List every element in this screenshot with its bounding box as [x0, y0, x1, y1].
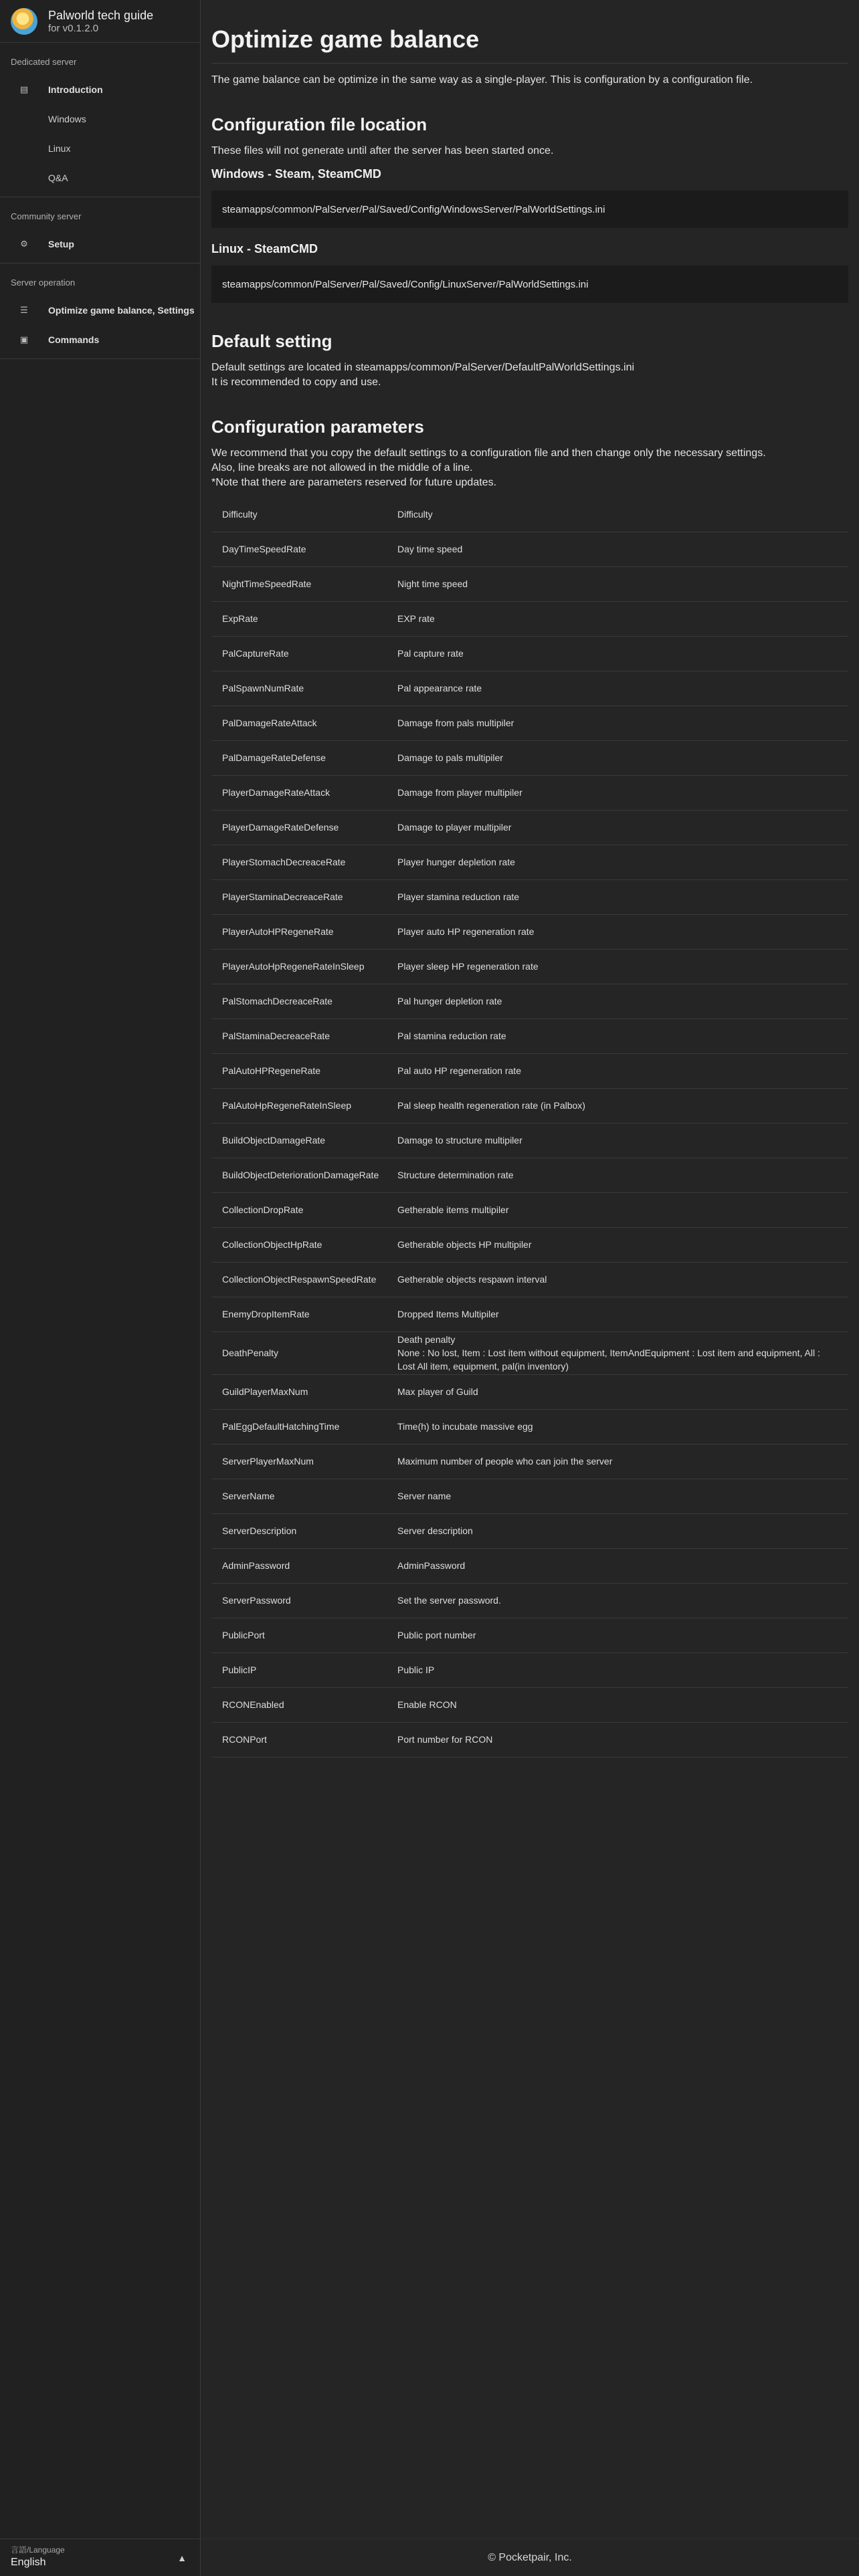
table-row: [211, 1722, 848, 1757]
nav-section: [0, 263, 200, 359]
sidebar-item-label: Q&A: [48, 173, 68, 183]
params-line-2: Also, line breaks are not allowed in the middle of a line.: [211, 462, 473, 473]
sidebar-item-q-a[interactable]: [0, 163, 200, 193]
param-description: Public IP: [397, 1652, 848, 1687]
location-heading: Configuration file location: [211, 114, 427, 134]
sidebar-item-setup[interactable]: [0, 229, 200, 259]
param-key: PalDamageRateAttack: [211, 706, 397, 740]
param-description: Pal hunger depletion rate: [397, 984, 848, 1018]
gear-icon: ⚙: [20, 239, 28, 249]
sidebar-item-label: Windows: [48, 114, 86, 124]
location-note: These files will not generate until after the server has been started once.: [211, 145, 554, 156]
table-row: [211, 775, 848, 810]
param-key: Difficulty: [211, 497, 397, 532]
table-row: [211, 1088, 848, 1123]
param-description: Day time speed: [397, 532, 848, 566]
param-description: Server name: [397, 1479, 848, 1513]
param-key: PlayerDamageRateAttack: [211, 775, 397, 810]
param-key: CollectionObjectHpRate: [211, 1227, 397, 1262]
param-key: PlayerDamageRateDefense: [211, 810, 397, 845]
chevron-up-icon: ▲: [177, 2553, 187, 2563]
table-row: [211, 1583, 848, 1618]
param-key: PalStomachDecreaceRate: [211, 984, 397, 1018]
param-key: RCONPort: [211, 1722, 397, 1757]
param-description: Damage to structure multipiler: [397, 1123, 848, 1158]
default-line-2: It is recommended to copy and use.: [211, 377, 381, 388]
param-description: Difficulty: [397, 497, 848, 532]
param-description: Pal sleep health regeneration rate (in Palbox): [397, 1088, 848, 1123]
sidebar-item-introduction[interactable]: [0, 75, 200, 104]
param-key: ServerName: [211, 1479, 397, 1513]
param-description: Pal capture rate: [397, 636, 848, 671]
param-description: Damage from pals multipiler: [397, 706, 848, 740]
param-key: ServerPlayerMaxNum: [211, 1444, 397, 1479]
windows-heading: Windows - Steam, SteamCMD: [211, 167, 381, 181]
param-description: Damage to pals multipiler: [397, 740, 848, 775]
param-key: PalSpawnNumRate: [211, 671, 397, 706]
param-key: PalCaptureRate: [211, 636, 397, 671]
params-heading: Configuration parameters: [211, 417, 424, 437]
param-key: PlayerStaminaDecreaceRate: [211, 879, 397, 914]
param-description: Player auto HP regeneration rate: [397, 914, 848, 949]
param-description: Dropped Items Multipiler: [397, 1297, 848, 1331]
param-key: CollectionObjectRespawnSpeedRate: [211, 1262, 397, 1297]
table-row: [211, 1297, 848, 1331]
table-row: [211, 1123, 848, 1158]
table-row: [211, 497, 848, 532]
table-row: [211, 532, 848, 566]
param-key: BuildObjectDeteriorationDamageRate: [211, 1158, 397, 1192]
param-key: PlayerStomachDecreaceRate: [211, 845, 397, 879]
param-description: Enable RCON: [397, 1687, 848, 1722]
param-key: DayTimeSpeedRate: [211, 532, 397, 566]
param-key: DeathPenalty: [211, 1331, 397, 1374]
table-row: [211, 1548, 848, 1583]
terminal-icon: ▣: [19, 334, 29, 344]
param-key: NightTimeSpeedRate: [211, 566, 397, 601]
table-row: [211, 914, 848, 949]
table-row: [211, 1687, 848, 1722]
table-row: [211, 601, 848, 636]
nav-section-header: Server operation: [11, 277, 76, 288]
table-row: [211, 1618, 848, 1652]
param-description: Death penalty None : No lost, Item : Lost item without equipment, ItemAndEquipment : Lost item and equipment, All : Lost All item, equipment, pal(in inventory): [397, 1331, 848, 1374]
param-description: Player sleep HP regeneration rate: [397, 949, 848, 984]
table-row: [211, 1409, 848, 1444]
table-row: [211, 636, 848, 671]
param-description: Night time speed: [397, 566, 848, 601]
sidebar-item-label: Introduction: [48, 84, 103, 95]
table-row: [211, 740, 848, 775]
table-row: [211, 845, 848, 879]
intro-text: The game balance can be optimize in the same way as a single-player. This is configuration by a configuration file.: [211, 74, 753, 86]
table-row: [211, 566, 848, 601]
param-key: EnemyDropItemRate: [211, 1297, 397, 1331]
table-row: [211, 810, 848, 845]
param-key: ExpRate: [211, 601, 397, 636]
table-row: [211, 984, 848, 1018]
param-key: AdminPassword: [211, 1548, 397, 1583]
linux-path-code[interactable]: steamapps/common/PalServer/Pal/Saved/Config/LinuxServer/PalWorldSettings.ini: [211, 265, 848, 303]
param-description: Player stamina reduction rate: [397, 879, 848, 914]
param-key: PublicPort: [211, 1618, 397, 1652]
table-row: [211, 1192, 848, 1227]
param-key: BuildObjectDamageRate: [211, 1123, 397, 1158]
param-description: Maximum number of people who can join the server: [397, 1444, 848, 1479]
table-row: [211, 1331, 848, 1374]
param-description: Port number for RCON: [397, 1722, 848, 1757]
sidebar-item-windows[interactable]: [0, 104, 200, 134]
sidebar-item-label: Linux: [48, 143, 71, 154]
table-row: [211, 949, 848, 984]
param-key: PalAutoHpRegeneRateInSleep: [211, 1088, 397, 1123]
language-caption: 言語/Language: [11, 2545, 65, 2555]
default-line-1: Default settings are located in steamapps/common/PalServer/DefaultPalWorldSettings.ini: [211, 362, 635, 373]
book-icon: ▤: [19, 84, 29, 94]
nav-section-header: Dedicated server: [11, 56, 77, 67]
param-key: ServerDescription: [211, 1513, 397, 1548]
sidebar-item-label: Optimize game balance, Settings: [48, 305, 195, 316]
param-key: GuildPlayerMaxNum: [211, 1374, 397, 1409]
table-row: [211, 671, 848, 706]
windows-path-code[interactable]: steamapps/common/PalServer/Pal/Saved/Config/WindowsServer/PalWorldSettings.ini: [211, 191, 848, 228]
param-description: Pal appearance rate: [397, 671, 848, 706]
params-table: [211, 497, 848, 1757]
main-content: [211, 0, 848, 1757]
table-row: [211, 1652, 848, 1687]
param-description: Public port number: [397, 1618, 848, 1652]
table-row: [211, 1158, 848, 1192]
table-row: [211, 1053, 848, 1088]
param-key: PlayerAutoHPRegeneRate: [211, 914, 397, 949]
brand-title: Palworld tech guide: [48, 8, 154, 22]
param-description: Time(h) to incubate massive egg: [397, 1409, 848, 1444]
default-heading: Default setting: [211, 331, 332, 351]
language-selector[interactable]: [0, 2539, 200, 2576]
param-description: Damage from player multipiler: [397, 775, 848, 810]
param-key: CollectionDropRate: [211, 1192, 397, 1227]
brand-version: for v0.1.2.0: [48, 22, 99, 34]
palworld-logo: [11, 8, 37, 35]
param-description: Pal stamina reduction rate: [397, 1018, 848, 1053]
param-key: ServerPassword: [211, 1583, 397, 1618]
param-description: Getherable objects HP multipiler: [397, 1227, 848, 1262]
params-line-1: We recommend that you copy the default settings to a configuration file and then change only the necessary settings.: [211, 447, 766, 459]
sliders-icon: ☰: [20, 305, 28, 315]
page-title: Optimize game balance: [211, 0, 848, 64]
table-row: [211, 1018, 848, 1053]
param-description: AdminPassword: [397, 1548, 848, 1583]
param-key: PlayerAutoHpRegeneRateInSleep: [211, 949, 397, 984]
linux-heading: Linux - SteamCMD: [211, 242, 318, 255]
param-description: Set the server password.: [397, 1583, 848, 1618]
param-key: PalDamageRateDefense: [211, 740, 397, 775]
language-value: English: [11, 2557, 46, 2568]
param-description: Server description: [397, 1513, 848, 1548]
params-line-3: *Note that there are parameters reserved for future updates.: [211, 477, 497, 488]
param-description: Getherable objects respawn interval: [397, 1262, 848, 1297]
sidebar-item-optimize-game-balance-settings[interactable]: [0, 296, 200, 325]
table-row: [211, 1513, 848, 1548]
nav-section: [0, 197, 200, 263]
param-key: PublicIP: [211, 1652, 397, 1687]
nav-section-header: Community server: [11, 211, 82, 221]
param-key: RCONEnabled: [211, 1687, 397, 1722]
param-key: PalEggDefaultHatchingTime: [211, 1409, 397, 1444]
sidebar-item-commands[interactable]: [0, 325, 200, 354]
sidebar-item-label: Commands: [48, 334, 100, 345]
param-description: Player hunger depletion rate: [397, 845, 848, 879]
param-description: Getherable items multipiler: [397, 1192, 848, 1227]
table-row: [211, 1227, 848, 1262]
sidebar: [0, 0, 201, 2576]
param-key: PalStaminaDecreaceRate: [211, 1018, 397, 1053]
table-row: [211, 1479, 848, 1513]
param-description: Pal auto HP regeneration rate: [397, 1053, 848, 1088]
table-row: [211, 1262, 848, 1297]
sidebar-item-linux[interactable]: [0, 134, 200, 163]
table-row: [211, 1374, 848, 1409]
param-description: Max player of Guild: [397, 1374, 848, 1409]
footer: © Pocketpair, Inc.: [201, 2539, 859, 2576]
brand-header[interactable]: [0, 0, 200, 43]
param-description: EXP rate: [397, 601, 848, 636]
nav-section: [0, 43, 200, 197]
nav-list: [0, 43, 200, 359]
sidebar-item-label: Setup: [48, 239, 74, 249]
table-row: [211, 1444, 848, 1479]
param-description: Structure determination rate: [397, 1158, 848, 1192]
param-description: Damage to player multipiler: [397, 810, 848, 845]
table-row: [211, 879, 848, 914]
param-key: PalAutoHPRegeneRate: [211, 1053, 397, 1088]
table-row: [211, 706, 848, 740]
